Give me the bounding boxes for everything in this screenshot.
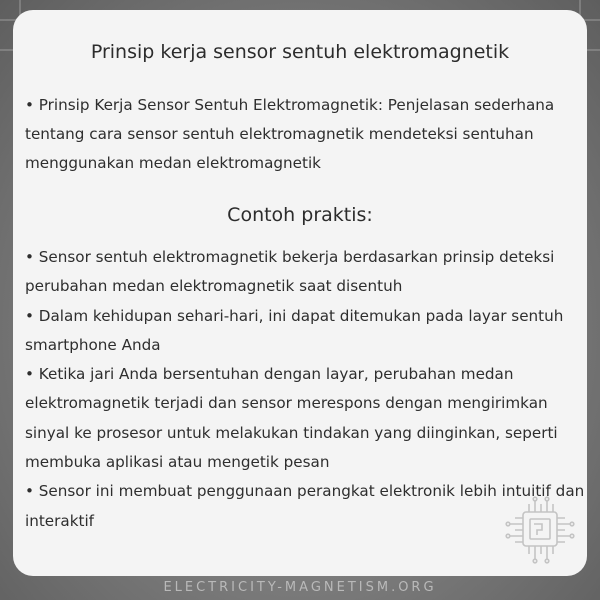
list-item: • Ketika jari Anda bersentuhan dengan layar, perubahan medan elektromagnetik terjadi dan sensor merespons dengan mengirimkan sinyal ke prosesor untuk melakukan tindakan yang diinginkan, seperti membuka aplikasi atau mengetik pesan (25, 365, 558, 472)
microchip-icon (501, 494, 579, 566)
list-item: • Sensor ini membuat penggunaan perangkat elektronik lebih intuitif dan interaktif (25, 482, 585, 530)
site-watermark: ELECTRICITY-MAGNETISM.ORG (163, 580, 437, 595)
intro-paragraph: • Prinsip Kerja Sensor Sentuh Elektromagnetik: Penjelasan sederhana tentang cara sensor sentuh elektromagnetik mendeteksi sentuhan menggunakan medan elektromagnetik (25, 96, 555, 172)
card-title: Prinsip kerja sensor sentuh elektromagnetik (90, 41, 510, 63)
section-subtitle: Contoh praktis: (227, 204, 373, 226)
example-list (25, 243, 585, 536)
content-card (13, 10, 587, 576)
list-item: • Dalam kehidupan sehari-hari, ini dapat ditemukan pada layar sentuh smartphone Anda (25, 306, 564, 354)
list-item: • Sensor sentuh elektromagnetik bekerja berdasarkan prinsip deteksi perubahan medan elektromagnetik saat disentuh (25, 248, 555, 296)
